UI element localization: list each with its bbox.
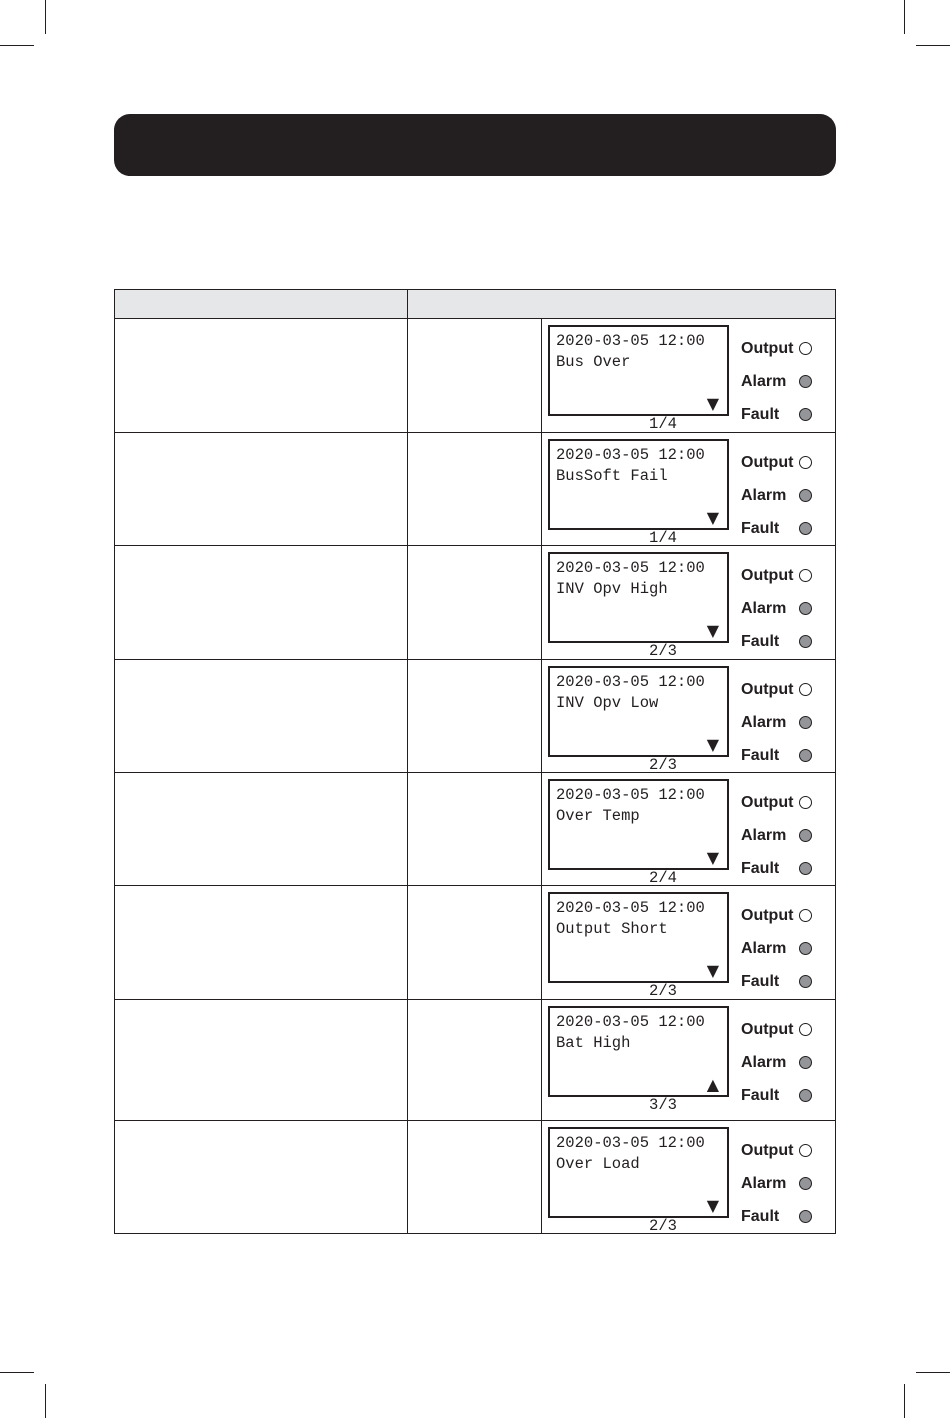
lcd-screen — [548, 552, 729, 660]
lcd-page — [556, 847, 727, 887]
lcd-screen — [548, 1006, 729, 1114]
display-cell — [542, 319, 835, 432]
table-row — [115, 1000, 835, 1121]
led-alarm-label: Alarm — [741, 713, 787, 731]
led-fault — [741, 852, 821, 885]
led-off-icon — [799, 1023, 812, 1036]
crop-mark — [0, 45, 34, 46]
description-cell — [115, 660, 408, 772]
led-alarm — [741, 819, 821, 852]
led-output-label: Output — [741, 793, 794, 811]
description-cell — [115, 319, 408, 432]
led-on-icon — [799, 489, 812, 502]
display-cell — [542, 1000, 835, 1120]
led-off-icon — [799, 683, 812, 696]
led-fault-label: Fault — [741, 972, 780, 990]
display-cell — [542, 1121, 835, 1233]
led-panel — [741, 332, 821, 431]
display-cell — [542, 433, 835, 545]
description-cell — [115, 1000, 408, 1120]
scroll-arrow-icon: ▲ — [706, 1075, 719, 1094]
lcd-datetime: 2020-03-05 12:00 — [556, 899, 705, 917]
table-row — [115, 546, 835, 660]
table-row — [115, 886, 835, 1000]
display-cell — [542, 546, 835, 659]
lcd-page — [556, 1195, 727, 1235]
lcd-message: Output Short — [556, 920, 668, 938]
lcd-datetime: 2020-03-05 12:00 — [556, 446, 705, 464]
led-alarm-label: Alarm — [741, 486, 787, 504]
lcd-message: Bat High — [556, 1034, 631, 1052]
code-cell — [408, 546, 542, 659]
led-panel — [741, 899, 821, 998]
code-cell — [408, 773, 542, 885]
description-cell — [115, 773, 408, 885]
led-on-icon — [799, 749, 812, 762]
crop-mark — [904, 0, 905, 34]
crop-mark — [0, 1372, 34, 1373]
code-cell — [408, 1000, 542, 1120]
led-alarm — [741, 706, 821, 739]
lcd-page-number: 1/4 — [649, 415, 677, 433]
led-off-icon — [799, 1144, 812, 1157]
led-panel — [741, 559, 821, 658]
lcd-page-number: 1/4 — [649, 529, 677, 547]
scroll-arrow-icon: ▼ — [706, 508, 719, 527]
led-alarm — [741, 1046, 821, 1079]
crop-mark — [45, 1384, 46, 1418]
led-panel — [741, 673, 821, 772]
led-on-icon — [799, 1089, 812, 1102]
fault-table — [114, 289, 836, 1234]
led-fault — [741, 1079, 821, 1112]
crop-mark — [904, 1384, 905, 1418]
led-alarm-label: Alarm — [741, 1174, 787, 1192]
description-cell — [115, 886, 408, 999]
led-output-label: Output — [741, 339, 794, 357]
display-cell — [542, 660, 835, 772]
crop-mark — [45, 0, 46, 34]
led-alarm-label: Alarm — [741, 599, 787, 617]
section-header-bar — [114, 114, 836, 176]
led-output — [741, 899, 821, 932]
led-on-icon — [799, 1177, 812, 1190]
lcd-page-number: 2/4 — [649, 869, 677, 887]
led-fault — [741, 512, 821, 545]
lcd-page — [556, 620, 727, 660]
led-off-icon — [799, 569, 812, 582]
led-output — [741, 1013, 821, 1046]
led-output — [741, 1134, 821, 1167]
led-alarm — [741, 932, 821, 965]
led-on-icon — [799, 1056, 812, 1069]
led-output — [741, 559, 821, 592]
display-cell — [542, 773, 835, 885]
led-output-label: Output — [741, 453, 794, 471]
lcd-datetime: 2020-03-05 12:00 — [556, 1134, 705, 1152]
lcd-page — [556, 960, 727, 1000]
led-alarm — [741, 479, 821, 512]
led-on-icon — [799, 635, 812, 648]
led-panel — [741, 1013, 821, 1112]
led-output — [741, 446, 821, 479]
description-cell — [115, 546, 408, 659]
led-on-icon — [799, 975, 812, 988]
scroll-arrow-icon: ▼ — [706, 848, 719, 867]
display-cell — [542, 886, 835, 999]
led-fault-label: Fault — [741, 746, 780, 764]
led-alarm — [741, 1167, 821, 1200]
lcd-message: INV Opv Low — [556, 694, 659, 712]
lcd-page-number: 2/3 — [649, 756, 677, 774]
led-on-icon — [799, 375, 812, 388]
lcd-datetime: 2020-03-05 12:00 — [556, 332, 705, 350]
lcd-screen — [548, 1127, 729, 1235]
led-output-label: Output — [741, 1141, 794, 1159]
led-panel — [741, 1134, 821, 1233]
code-cell — [408, 319, 542, 432]
table-row — [115, 773, 835, 886]
header-cell — [408, 290, 835, 318]
scroll-arrow-icon: ▼ — [706, 621, 719, 640]
lcd-page-number: 3/3 — [649, 1096, 677, 1114]
led-fault — [741, 1200, 821, 1233]
lcd-message: INV Opv High — [556, 580, 668, 598]
led-fault-label: Fault — [741, 405, 780, 423]
lcd-message: Bus Over — [556, 353, 631, 371]
description-cell — [115, 433, 408, 545]
lcd-message: Over Temp — [556, 807, 640, 825]
lcd-page — [556, 1074, 727, 1114]
led-on-icon — [799, 1210, 812, 1223]
led-fault — [741, 625, 821, 658]
lcd-datetime: 2020-03-05 12:00 — [556, 673, 705, 691]
led-off-icon — [799, 909, 812, 922]
led-off-icon — [799, 342, 812, 355]
led-on-icon — [799, 829, 812, 842]
table-header — [115, 290, 835, 319]
lcd-datetime: 2020-03-05 12:00 — [556, 559, 705, 577]
lcd-page-number: 2/3 — [649, 1217, 677, 1235]
lcd-message: BusSoft Fail — [556, 467, 668, 485]
code-cell — [408, 1121, 542, 1233]
led-output — [741, 332, 821, 365]
lcd-screen — [548, 892, 729, 1000]
led-panel — [741, 446, 821, 545]
led-panel — [741, 786, 821, 885]
code-cell — [408, 886, 542, 999]
table-row — [115, 660, 835, 773]
led-on-icon — [799, 862, 812, 875]
led-fault — [741, 398, 821, 431]
lcd-page — [556, 734, 727, 774]
led-fault — [741, 739, 821, 772]
lcd-screen — [548, 325, 729, 433]
led-on-icon — [799, 408, 812, 421]
lcd-page-number: 2/3 — [649, 642, 677, 660]
crop-mark — [916, 1372, 950, 1373]
led-output-label: Output — [741, 680, 794, 698]
led-off-icon — [799, 796, 812, 809]
scroll-arrow-icon: ▼ — [706, 1196, 719, 1215]
scroll-arrow-icon: ▼ — [706, 961, 719, 980]
lcd-screen — [548, 779, 729, 887]
led-alarm-label: Alarm — [741, 1053, 787, 1071]
led-fault-label: Fault — [741, 1207, 780, 1225]
led-output-label: Output — [741, 566, 794, 584]
lcd-datetime: 2020-03-05 12:00 — [556, 1013, 705, 1031]
led-on-icon — [799, 942, 812, 955]
scroll-arrow-icon: ▼ — [706, 735, 719, 754]
table-row — [115, 1121, 835, 1233]
table-row — [115, 319, 835, 433]
led-output — [741, 673, 821, 706]
code-cell — [408, 660, 542, 772]
led-alarm — [741, 365, 821, 398]
code-cell — [408, 433, 542, 545]
lcd-page — [556, 393, 727, 433]
led-fault-label: Fault — [741, 632, 780, 650]
led-fault — [741, 965, 821, 998]
led-fault-label: Fault — [741, 519, 780, 537]
led-output-label: Output — [741, 906, 794, 924]
crop-mark — [916, 45, 950, 46]
led-fault-label: Fault — [741, 859, 780, 877]
lcd-message: Over Load — [556, 1155, 640, 1173]
lcd-page-number: 2/3 — [649, 982, 677, 1000]
lcd-screen — [548, 666, 729, 774]
led-off-icon — [799, 456, 812, 469]
led-alarm-label: Alarm — [741, 826, 787, 844]
led-on-icon — [799, 602, 812, 615]
table-row — [115, 433, 835, 546]
led-on-icon — [799, 716, 812, 729]
description-cell — [115, 1121, 408, 1233]
lcd-page — [556, 507, 727, 547]
lcd-screen — [548, 439, 729, 547]
led-alarm-label: Alarm — [741, 372, 787, 390]
scroll-arrow-icon: ▼ — [706, 394, 719, 413]
led-output-label: Output — [741, 1020, 794, 1038]
led-alarm-label: Alarm — [741, 939, 787, 957]
lcd-datetime: 2020-03-05 12:00 — [556, 786, 705, 804]
led-output — [741, 786, 821, 819]
led-fault-label: Fault — [741, 1086, 780, 1104]
header-cell — [115, 290, 408, 318]
led-on-icon — [799, 522, 812, 535]
led-alarm — [741, 592, 821, 625]
